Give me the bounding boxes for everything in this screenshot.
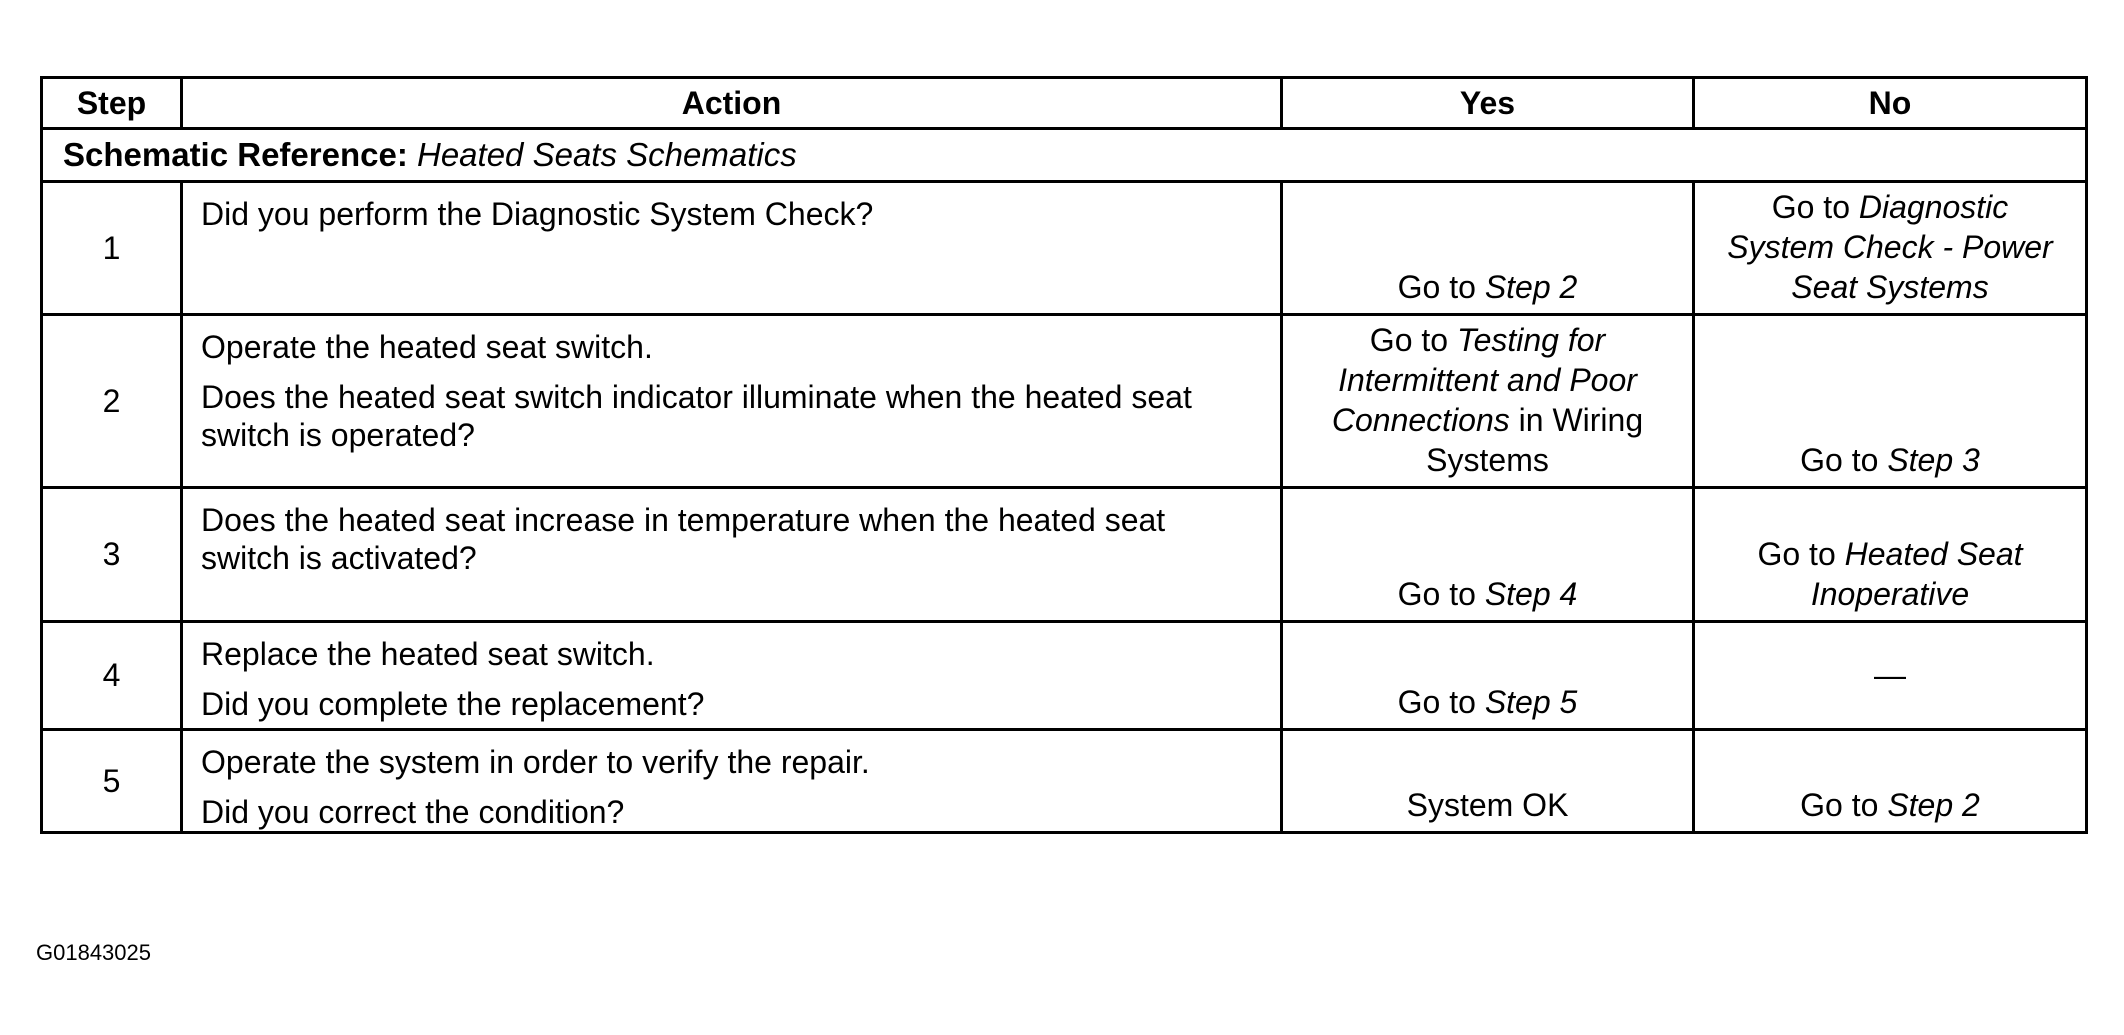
yes-prefix: Go to (1397, 576, 1476, 612)
no-cell (1694, 730, 2087, 833)
yes-link[interactable]: Step 5 (1484, 684, 1578, 720)
no-link[interactable]: Heated Seat Inoperative (1810, 536, 2023, 612)
header-yes: Yes (1282, 78, 1694, 129)
step-number: 5 (42, 730, 182, 833)
yes-cell (1282, 622, 1694, 730)
yes-cell (1282, 488, 1694, 622)
no-prefix: Go to (1800, 442, 1879, 478)
step-number: 4 (42, 622, 182, 730)
no-cell (1694, 622, 2087, 730)
action-text: Did you perform the Diagnostic System Check? (201, 196, 874, 232)
table-row (42, 488, 2087, 622)
action-cell (182, 488, 1282, 622)
action-question: Does the heated seat increase in temperature when the heated seat switch is activated? (201, 502, 1166, 576)
header-step: Step (42, 78, 182, 129)
yes-prefix: Go to (1397, 269, 1476, 305)
step-number: 1 (42, 182, 182, 315)
table-row (42, 622, 2087, 730)
schematic-reference-link[interactable]: Heated Seats Schematics (417, 136, 797, 173)
schematic-reference-label: Schematic Reference: (63, 136, 408, 173)
no-prefix: Go to (1800, 787, 1879, 823)
yes-prefix: Go to (1369, 322, 1449, 358)
yes-cell (1282, 315, 1694, 488)
diagnostic-table (40, 76, 2088, 834)
step-number: 3 (42, 488, 182, 622)
yes-link[interactable]: Step 4 (1484, 576, 1578, 612)
no-link[interactable]: Step 3 (1887, 442, 1980, 478)
action-cell (182, 730, 1282, 833)
no-dash: — (1874, 656, 1906, 693)
yes-cell (1282, 182, 1694, 315)
action-text: Replace the heated seat switch. (201, 636, 655, 672)
table-row (42, 182, 2087, 315)
no-link[interactable]: Diagnostic System Check - Power Seat Systems (1727, 189, 2053, 305)
figure-code: G01843025 (36, 940, 151, 965)
no-prefix: Go to (1757, 536, 1836, 572)
yes-suffix: in Wiring Systems (1426, 402, 1644, 478)
schematic-reference (42, 129, 2087, 182)
header-action: Action (182, 78, 1282, 129)
action-text: Operate the heated seat switch. (201, 329, 653, 365)
yes-prefix: Go to (1397, 684, 1476, 720)
action-question: Did you complete the replacement? (201, 686, 705, 722)
yes-cell (1282, 730, 1694, 833)
table-row (42, 315, 2087, 488)
schematic-reference-row (42, 129, 2087, 182)
no-cell (1694, 315, 2087, 488)
action-question: Did you correct the condition? (201, 794, 625, 830)
no-prefix: Go to (1771, 189, 1850, 225)
table-row (42, 730, 2087, 833)
table-header-row (42, 78, 2087, 129)
no-cell (1694, 182, 2087, 315)
action-cell (182, 182, 1282, 315)
action-text: Operate the system in order to verify the repair. (201, 744, 870, 780)
diagnostic-table-container (40, 76, 2085, 834)
no-link[interactable]: Step 2 (1887, 787, 1980, 823)
yes-link[interactable]: Step 2 (1484, 269, 1578, 305)
action-cell (182, 315, 1282, 488)
no-cell (1694, 488, 2087, 622)
yes-text: System OK (1406, 787, 1569, 823)
yes-link[interactable]: Testing for Intermittent and Poor Connections (1331, 322, 1637, 438)
action-cell (182, 622, 1282, 730)
action-question: Does the heated seat switch indicator illuminate when the heated seat switch is operated? (201, 379, 1192, 453)
header-no: No (1694, 78, 2087, 129)
step-number: 2 (42, 315, 182, 488)
